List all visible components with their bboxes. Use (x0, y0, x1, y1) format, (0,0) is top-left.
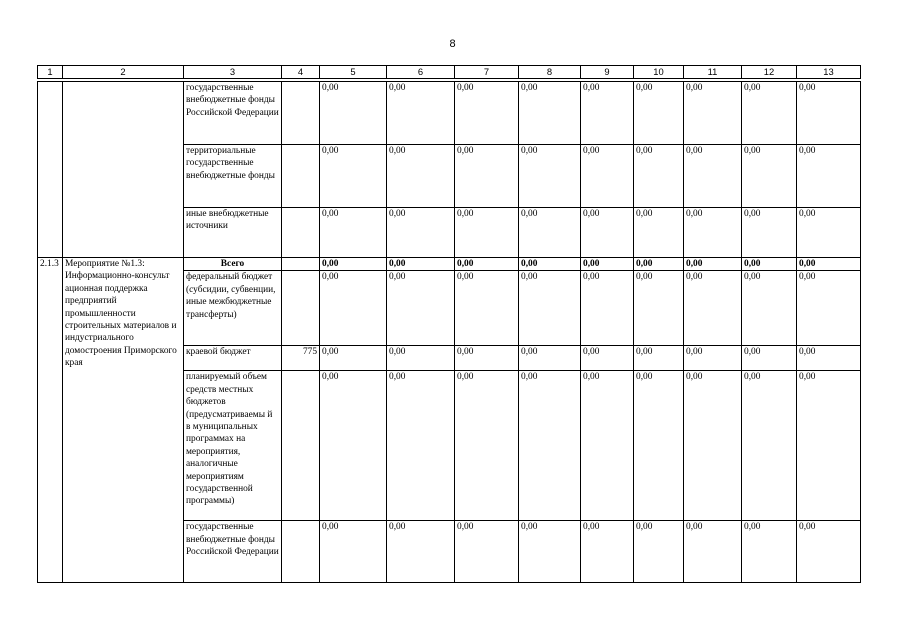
value-cell: 0,00 (320, 521, 387, 583)
value-cell: 0,00 (581, 521, 634, 583)
measure-cell-empty (63, 82, 184, 258)
value-cell: 0,00 (519, 145, 581, 208)
value-cell: 0,00 (742, 371, 797, 521)
funding-table (37, 81, 861, 583)
value-cell: 0,00 (742, 208, 797, 258)
header-cell: 1 (38, 66, 63, 79)
value-cell: 0,00 (581, 346, 634, 371)
value-cell: 0,00 (320, 145, 387, 208)
value-cell: 0,00 (519, 346, 581, 371)
source-cell: государственные внебюджетные фонды Российской Федерации (184, 82, 282, 145)
value-cell: 0,00 (320, 346, 387, 371)
measure-title-line2: Информационно-консульт (65, 271, 170, 282)
code-cell (282, 208, 320, 258)
value-cell: 0,00 (581, 145, 634, 208)
value-cell: 0,00 (519, 258, 581, 271)
value-cell: 0,00 (684, 371, 742, 521)
source-cell: государственные внебюджетные фонды Российской Федерации (184, 521, 282, 583)
source-cell: иные внебюджетные источники (184, 208, 282, 258)
code-cell (282, 145, 320, 208)
value-cell: 0,00 (634, 271, 684, 346)
value-cell: 0,00 (742, 346, 797, 371)
value-cell: 0,00 (797, 258, 861, 271)
value-cell: 0,00 (797, 208, 861, 258)
value-cell: 0,00 (455, 82, 519, 145)
value-cell: 0,00 (455, 258, 519, 271)
table-row (38, 82, 861, 145)
value-cell: 0,00 (455, 271, 519, 346)
header-cell: 2 (63, 66, 184, 79)
value-cell: 0,00 (387, 208, 455, 258)
value-cell: 0,00 (742, 145, 797, 208)
value-cell: 0,00 (634, 371, 684, 521)
value-cell: 0,00 (634, 258, 684, 271)
value-cell: 0,00 (684, 521, 742, 583)
value-cell: 0,00 (519, 271, 581, 346)
code-cell (282, 271, 320, 346)
value-cell: 0,00 (797, 521, 861, 583)
value-cell: 0,00 (455, 208, 519, 258)
value-cell: 0,00 (320, 258, 387, 271)
number-cell-empty (38, 82, 63, 258)
value-cell: 0,00 (797, 82, 861, 145)
value-cell: 0,00 (684, 82, 742, 145)
code-cell (282, 521, 320, 583)
source-cell: планируемый объем средств местных бюджетов (предусматриваемы й в муниципальных программах на мероприятия, аналогичные мероприятиям государственной программы) (184, 371, 282, 521)
value-cell: 0,00 (797, 145, 861, 208)
value-cell: 0,00 (581, 271, 634, 346)
value-cell: 0,00 (387, 271, 455, 346)
value-cell: 0,00 (634, 346, 684, 371)
value-cell: 0,00 (320, 271, 387, 346)
value-cell: 0,00 (634, 145, 684, 208)
value-cell: 0,00 (519, 208, 581, 258)
value-cell: 0,00 (684, 271, 742, 346)
value-cell: 0,00 (684, 258, 742, 271)
code-cell (282, 82, 320, 145)
value-cell: 0,00 (634, 82, 684, 145)
value-cell: 0,00 (519, 82, 581, 145)
measure-title-rest: ационная поддержка предприятий промышленности строительных материалов и индустриального домостроения Приморского края (65, 283, 177, 369)
value-cell: 0,00 (320, 208, 387, 258)
value-cell: 0,00 (797, 271, 861, 346)
value-cell: 0,00 (581, 208, 634, 258)
value-cell: 0,00 (581, 258, 634, 271)
value-cell: 0,00 (684, 208, 742, 258)
value-cell: 0,00 (581, 371, 634, 521)
header-cell: 8 (519, 66, 581, 79)
page-number: 8 (449, 38, 456, 50)
value-cell: 0,00 (387, 145, 455, 208)
header-cell: 10 (634, 66, 684, 79)
code-cell: 775 (282, 346, 320, 371)
value-cell: 0,00 (797, 371, 861, 521)
value-cell: 0,00 (387, 371, 455, 521)
measure-title-line1: Мероприятие №1.3: (65, 259, 145, 269)
value-cell: 0,00 (742, 521, 797, 583)
value-cell: 0,00 (387, 346, 455, 371)
value-cell: 0,00 (455, 371, 519, 521)
value-cell: 0,00 (387, 258, 455, 271)
value-cell: 0,00 (684, 346, 742, 371)
value-cell: 0,00 (320, 371, 387, 521)
header-cell: 7 (455, 66, 519, 79)
value-cell: 0,00 (455, 145, 519, 208)
source-cell: краевой бюджет (184, 346, 282, 371)
value-cell: 0,00 (387, 521, 455, 583)
source-cell: федеральный бюджет (субсидии, субвенции, иные межбюджетные трансферты) (184, 271, 282, 346)
value-cell: 0,00 (684, 145, 742, 208)
value-cell: 0,00 (519, 521, 581, 583)
measure-title (63, 258, 184, 583)
column-number-header (37, 65, 861, 79)
value-cell: 0,00 (742, 258, 797, 271)
header-cell: 9 (581, 66, 634, 79)
header-cell: 6 (387, 66, 455, 79)
value-cell: 0,00 (455, 521, 519, 583)
value-cell: 0,00 (634, 521, 684, 583)
code-cell (282, 371, 320, 521)
header-cell: 5 (320, 66, 387, 79)
value-cell: 0,00 (455, 346, 519, 371)
code-cell (282, 258, 320, 271)
value-cell: 0,00 (634, 208, 684, 258)
value-cell: 0,00 (387, 82, 455, 145)
value-cell: 0,00 (742, 82, 797, 145)
header-cell: 4 (282, 66, 320, 79)
header-cell: 12 (742, 66, 797, 79)
measure-number: 2.1.3 (38, 258, 63, 583)
value-cell: 0,00 (581, 82, 634, 145)
header-cell: 11 (684, 66, 742, 79)
value-cell: 0,00 (797, 346, 861, 371)
header-cell: 13 (797, 66, 861, 79)
table-row-total (38, 258, 861, 271)
source-cell: территориальные государственные внебюджетные фонды (184, 145, 282, 208)
value-cell: 0,00 (519, 371, 581, 521)
source-cell-total: Всего (184, 258, 282, 271)
value-cell: 0,00 (320, 82, 387, 145)
header-cell: 3 (184, 66, 282, 79)
value-cell: 0,00 (742, 271, 797, 346)
